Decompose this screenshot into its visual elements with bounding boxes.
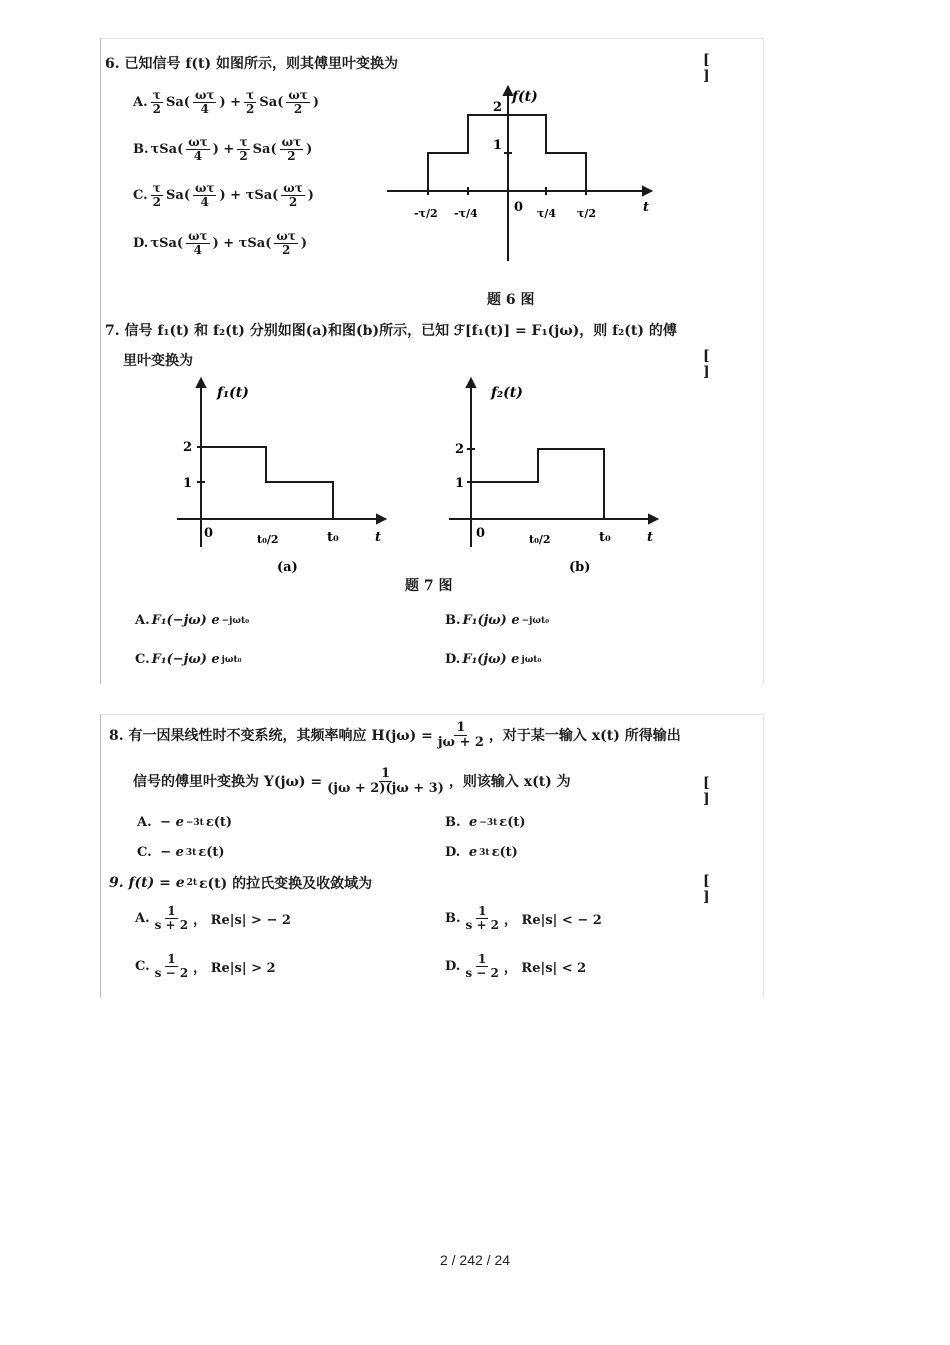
x-tick-label: τ/2 (577, 207, 597, 220)
x-axis-label: t (647, 530, 654, 545)
q7-option-d[interactable] (445, 652, 541, 667)
fraction: $\frac{1}{s - 2}$ (465, 952, 499, 980)
fraction: $\frac{\tau}{2}$ (152, 181, 162, 209)
y-axis-label: f₂(t) (491, 385, 523, 401)
operator-text: ) + (219, 94, 242, 110)
region-of-convergence: ， Re|s| > − 2 (193, 912, 291, 928)
closing-paren: ) (312, 94, 320, 110)
q8-option-c[interactable] (137, 845, 225, 860)
x-axis-label: t (643, 200, 650, 215)
x-tick-label: τ/4 (537, 207, 557, 220)
option-label: B. (445, 910, 461, 926)
option-label: A. (135, 613, 150, 628)
option-expression: ε(t) (491, 845, 518, 860)
q7-stem-line2: 里叶变换为 (123, 353, 193, 369)
option-expression: F₁(−jω) e (151, 613, 220, 628)
fraction: $\frac{\omega\tau}{4}$ (194, 88, 215, 116)
q7-answer-bracket: [ ] (703, 348, 732, 380)
option-expression: − e (160, 815, 184, 830)
option-expression: ε(t) (499, 815, 526, 830)
option-label: B. (133, 141, 149, 157)
region-of-convergence: ， Re|s| < − 2 (504, 912, 602, 928)
option-label: A. (135, 910, 150, 926)
q6-option-a[interactable] (133, 89, 319, 115)
operator-text: ) + (212, 141, 235, 157)
closing-paren: ) (307, 187, 314, 203)
fraction: $\frac{\tau}{2}$ (152, 88, 161, 116)
subfigure-label: (a) (277, 560, 298, 575)
y-tick-label: 2 (493, 100, 503, 115)
option-label: C. (137, 845, 152, 860)
exponent: jωt₀ (221, 654, 242, 665)
fraction: $\frac{1}{s + 2}$ (465, 904, 500, 932)
y-tick-label: 2 (183, 440, 193, 455)
fraction: $\frac{\tau}{2}$ (246, 88, 255, 116)
option-label: C. (133, 187, 148, 203)
option-label: D. (445, 652, 461, 667)
option-expression: ε(t) (205, 815, 233, 830)
x-tick-label: t₀ (327, 530, 339, 545)
option-label: C. (135, 652, 150, 667)
function-text: τSa( (150, 235, 184, 251)
option-label: B. (445, 613, 461, 628)
q6-stem: 6. 已知信号 f(t) 如图所示，则其傅里叶变换为 (105, 56, 398, 72)
fraction: $\frac{\omega\tau}{2}$ (276, 229, 296, 257)
option-expression: F₁(jω) e (462, 613, 520, 628)
fraction: $\frac{\omega\tau}{4}$ (188, 135, 208, 163)
option-label: B. (445, 815, 461, 830)
option-label: A. (133, 94, 148, 110)
q9-option-b[interactable] (445, 905, 602, 931)
option-label: D. (445, 958, 461, 974)
q8-option-d[interactable] (445, 845, 518, 860)
q6-option-b[interactable] (133, 136, 312, 162)
x-axis-arrow (377, 515, 385, 523)
q8-answer-bracket: [ ] (703, 775, 732, 807)
option-expression: ε(t) (198, 845, 225, 860)
fraction: $\frac{1}{s + 2}$ (154, 904, 189, 932)
signal-trace (471, 449, 604, 519)
fraction: $\frac{\tau}{2}$ (239, 135, 248, 163)
stem-text: 8. 有一因果线性时不变系统，其频率响应 H(jω) = (109, 728, 433, 745)
option-expression: e (468, 845, 478, 860)
q7-figure-b (441, 369, 663, 577)
exam-panel-q6-q7 (100, 38, 764, 684)
exponent: −jωt₀ (221, 615, 250, 626)
function-text: τSa( (150, 141, 184, 157)
exponent: 2t (186, 878, 198, 888)
fraction: $\frac{\omega\tau}{2}$ (283, 181, 303, 209)
closing-paren: ) (300, 235, 308, 251)
x-axis-label: t (375, 530, 382, 545)
q9-option-d[interactable] (445, 953, 586, 979)
exponent: −3t (479, 817, 498, 828)
stem-text: 9. f(t) = e (109, 875, 185, 891)
fraction: $\frac{\omega\tau}{2}$ (281, 135, 302, 163)
fraction: $\frac{1}{s - 2}$ (154, 952, 189, 980)
fraction: $\frac{\omega\tau}{4}$ (188, 229, 208, 257)
signal-trace (201, 447, 333, 519)
subfigure-label: (b) (569, 560, 591, 575)
exponent: 3t (479, 847, 490, 858)
option-expression: F₁(−jω) e (151, 652, 220, 667)
fraction: $\frac{\omega\tau}{4}$ (194, 181, 215, 209)
operator-text: ) + τSa( (219, 187, 279, 203)
q6-figure-caption: 题 6 图 (487, 292, 535, 308)
x-tick-label: 0 (204, 526, 214, 541)
y-tick-label: 1 (455, 476, 465, 491)
stem-text: ，对于某一输入 x(t) 所得输出 (488, 728, 681, 745)
option-label: A. (137, 815, 152, 830)
q6-option-d[interactable] (133, 230, 307, 256)
region-of-convergence: ， Re|s| > 2 (193, 960, 276, 976)
q8-stem-line1 (109, 721, 681, 749)
x-tick-label: t₀ (599, 530, 611, 545)
stem-text: 信号的傅里叶变换为 Y(jω) = (133, 774, 323, 791)
x-axis-arrow (649, 515, 657, 523)
option-expression: − e (160, 845, 184, 860)
fraction: $\frac{\omega\tau}{2}$ (288, 88, 308, 116)
y-axis-arrow (197, 379, 205, 387)
function-text: Sa( (166, 187, 190, 203)
exponent: 3t (185, 847, 197, 858)
function-text: Sa( (252, 141, 277, 157)
option-expression: e (469, 815, 478, 830)
q7-figure-caption: 题 7 图 (405, 578, 453, 594)
q6-option-c[interactable] (133, 182, 314, 208)
q6-answer-bracket: [ ] (703, 52, 732, 84)
x-tick-label: -τ/2 (414, 207, 438, 220)
q7-figure-a (169, 369, 391, 577)
q7-option-b[interactable] (445, 613, 549, 628)
fraction: $\frac{1}{(j\omega + 2)(j\omega + 3)}$ (327, 766, 444, 796)
x-tick-label: -τ/4 (454, 207, 478, 220)
q8-option-b[interactable] (445, 815, 526, 830)
x-tick-label: 0 (514, 200, 524, 215)
option-expression: F₁(jω) e (462, 652, 520, 667)
q7-option-a[interactable] (135, 613, 249, 628)
q7-option-c[interactable] (135, 652, 242, 667)
y-tick-label: 2 (455, 442, 465, 457)
x-tick-label: t₀/2 (529, 533, 551, 546)
x-tick-label: 0 (476, 526, 486, 541)
stem-text: ε(t) 的拉氏变换及收敛域为 (199, 876, 373, 892)
exponent: −3t (185, 817, 204, 828)
exam-panel-q8-q9 (100, 714, 764, 998)
operator-text: ) + τSa( (212, 235, 272, 251)
q9-answer-bracket: [ ] (703, 873, 732, 905)
y-tick-label: 1 (183, 476, 193, 491)
q9-stem (109, 873, 372, 893)
function-text: Sa( (259, 94, 284, 110)
q8-option-a[interactable] (137, 815, 232, 830)
option-label: C. (135, 958, 150, 974)
y-axis-arrow (504, 87, 512, 95)
x-axis-arrow (643, 187, 651, 195)
q6-signal-figure (381, 83, 661, 268)
y-axis-label: f(t) (512, 89, 538, 105)
y-axis-label: f₁(t) (217, 385, 249, 401)
y-tick-label: 1 (493, 138, 503, 153)
option-label: D. (445, 845, 461, 860)
x-tick-label: t₀/2 (257, 533, 279, 546)
exponent: jωt₀ (521, 654, 542, 665)
stem-text: ，则该输入 x(t) 为 (448, 774, 571, 791)
closing-paren: ) (306, 141, 313, 157)
page-indicator: 2 / 242 / 24 (439, 1252, 511, 1268)
q7-stem-line1: 7. 信号 f₁(t) 和 f₂(t) 分别如图(a)和图(b)所示，已知 ℱ[f₁(t)] = F₁(jω)，则 f₂(t) 的傅 (105, 323, 677, 339)
region-of-convergence: ， Re|s| < 2 (503, 960, 587, 976)
q9-option-c[interactable] (135, 953, 276, 979)
q9-option-a[interactable] (135, 905, 291, 931)
exponent: −jωt₀ (521, 615, 550, 626)
y-axis-arrow (467, 379, 475, 387)
fraction: $\frac{1}{j\omega + 2}$ (437, 720, 484, 750)
option-label: D. (133, 235, 149, 251)
q8-stem-line2 (133, 767, 571, 795)
function-text: Sa( (165, 94, 190, 110)
